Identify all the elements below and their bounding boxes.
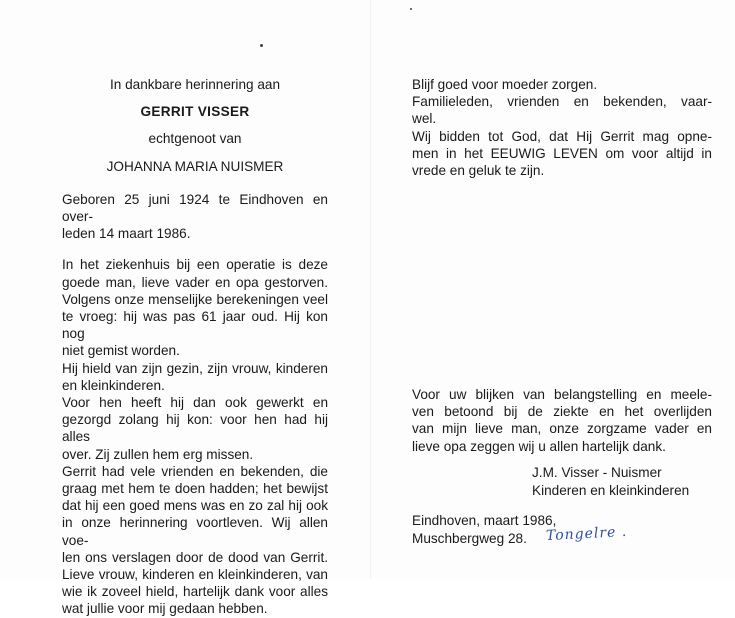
intro-text: In dankbare herinnering aan [109, 77, 281, 92]
text-line: over. Zij zullen hem erg missen. [62, 446, 254, 462]
text-line: Voor hen heeft hij dan ook gewerkt en [62, 395, 328, 411]
text-line: len ons verslagen door de dood van Gerrit. [62, 549, 328, 565]
text-line: in onze herinnering voortleven. Wij allen voe- [62, 515, 328, 548]
obituary-body [62, 256, 328, 617]
text-line: In het ziekenhuis bij een operatie is deze [62, 257, 328, 273]
text-line: vrede en geluk te zijn. [412, 163, 545, 179]
text-line: leden 14 maart 1986. [62, 226, 191, 242]
text-line: lieve opa zeggen wij u allen hartelijk dank. [412, 438, 666, 454]
text-line: Geboren 25 juni 1924 te Eindhoven en over- [62, 191, 328, 225]
text-line: te vroeg: hij was pas 61 jaar oud. Hij kon nog [62, 309, 328, 342]
paper-speck [410, 8, 412, 10]
farewell-paragraph [412, 76, 712, 179]
text-line: Blijf goed voor moeder zorgen. [412, 77, 598, 92]
text-line: Volgens onze menselijke berekeningen veel [62, 291, 328, 307]
text-line: gezorgd zolang hij kon: voor hen had hij alles [62, 412, 328, 445]
text-line: Gerrit had vele vrienden en bekenden, die [62, 463, 328, 479]
relation-text: echtgenoot van [148, 131, 242, 147]
text-line: wie ik zoveel hield, hartelijk dank voor alles [62, 584, 328, 600]
text-line: van mijn lieve man, onze zorgzame vader en [412, 421, 712, 437]
left-column [62, 76, 328, 618]
text-line: dat hij een goed mens was en zo zal hij ook [62, 498, 328, 514]
place-address-block [412, 512, 556, 547]
text-line: Voor uw blijken van belangstelling en meele- [412, 387, 712, 402]
thanks-paragraph [412, 386, 712, 455]
text-line: Wij bidden tot God, dat Hij Gerrit mag opne- [412, 128, 712, 144]
text-line: men in het EEUWIG LEVEN om voor altijd in [412, 145, 712, 161]
deceased-name: GERRIT VISSER [140, 104, 250, 120]
text-line: Familieleden, vrienden en bekenden, vaar- [412, 94, 712, 110]
card-fold-line [370, 0, 371, 579]
signature-block [532, 464, 689, 500]
signatory-family: Kinderen en kleinkinderen [532, 483, 690, 498]
text-line: graag met hem te doen hadden; het bewijst [62, 481, 328, 497]
birth-death-paragraph [62, 191, 328, 243]
signatory-name: J.M. Visser - Nuismer [532, 465, 662, 480]
text-line: Hij hield van zijn gezin, zijn vrouw, kinderen [62, 360, 328, 376]
text-line: niet gemist worden. [62, 343, 180, 359]
address: Muschbergweg 28. [412, 530, 527, 546]
spouse-name: JOHANNA MARIA NUISMER [106, 158, 284, 174]
text-line: en kleinkinderen. [62, 377, 165, 393]
paper-speck [260, 44, 263, 47]
right-column [412, 76, 712, 179]
text-line: goede man, lieve vader en opa gestorven. [62, 274, 328, 290]
place-date: Eindhoven, maart 1986, [412, 513, 557, 528]
text-line: wel. [412, 111, 437, 127]
text-line: wat jullie voor mij gedaan hebben. [62, 601, 268, 617]
handwritten-note: Tongelre . [545, 523, 628, 545]
text-line: ven betoond bij de ziekte en het overlijden [412, 404, 712, 420]
text-line: Lieve vrouw, kinderen en kleinkinderen, van [62, 567, 328, 583]
